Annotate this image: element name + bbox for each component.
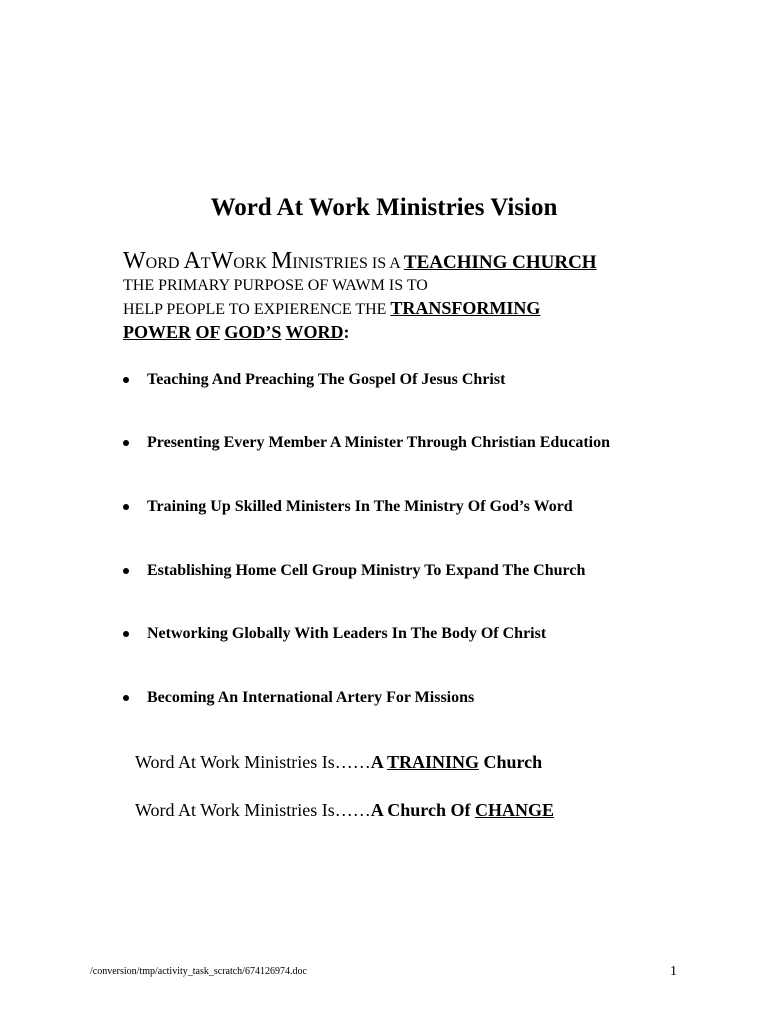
- bullet-icon: [123, 568, 129, 574]
- change-emphasis: CHANGE: [474, 800, 554, 820]
- smallcap-initial: A: [183, 248, 201, 274]
- vision-statement: [123, 248, 723, 343]
- help-people-text: HELP PEOPLE TO EXPIERENCE THE: [123, 301, 391, 318]
- bullet-icon: [123, 631, 129, 637]
- closing-prefix: Word At Work Ministries Is……: [135, 752, 371, 772]
- bullet-icon: [123, 504, 129, 510]
- closing-a: A: [370, 752, 387, 772]
- smallcap-rest: ORD: [145, 255, 184, 272]
- closing-line-training-church: [135, 751, 542, 773]
- list-item-text: Establishing Home Cell Group Ministry To Expand The Church: [147, 562, 586, 579]
- smallcap-initial: M: [271, 248, 293, 274]
- teaching-church-emphasis: TEACHING CHURCH: [403, 252, 597, 273]
- smallcap-rest: ORK: [233, 255, 271, 272]
- smallcap-rest: T: [200, 255, 211, 272]
- word-word: WORD: [285, 322, 344, 342]
- bullet-icon: [123, 440, 129, 446]
- closing-line-church-of-change: [135, 799, 554, 821]
- footer-file-path: /conversion/tmp/activity_task_scratch/674126974.doc: [90, 966, 307, 977]
- intro-line-help-people: [123, 299, 723, 319]
- smallcap-initial: W: [210, 248, 234, 274]
- transforming-emphasis: TRANSFORMING: [390, 298, 541, 318]
- gods-word: GOD’S: [224, 322, 282, 342]
- intro-line-primary-purpose: THE PRIMARY PURPOSE OF WAWM IS TO: [123, 277, 428, 294]
- power-word: POWER: [123, 322, 192, 342]
- of-word: OF: [195, 322, 220, 342]
- closing-a-church-of: A Church Of: [370, 800, 475, 820]
- smallcap-initial: W: [123, 248, 146, 274]
- list-item-text: Teaching And Preaching The Gospel Of Jesus Christ: [147, 371, 506, 388]
- bullet-icon: [123, 377, 129, 383]
- closing-church: Church: [478, 752, 543, 772]
- closing-prefix: Word At Work Ministries Is……: [135, 800, 371, 820]
- intro-line-power-of-gods-word: [123, 321, 723, 343]
- list-item-text: Training Up Skilled Ministers In The Ministry Of God’s Word: [147, 498, 573, 515]
- colon: :: [343, 322, 350, 342]
- bullet-icon: [123, 695, 129, 701]
- smallcap-rest: INISTRIES IS A: [292, 255, 404, 272]
- page-title: Word At Work Ministries Vision: [210, 194, 558, 221]
- list-item-text: Presenting Every Member A Minister Through Christian Education: [147, 434, 610, 451]
- training-emphasis: TRAINING: [386, 752, 479, 772]
- list-item-text: Becoming An International Artery For Missions: [147, 689, 475, 706]
- intro-line-teaching-church: [123, 248, 723, 277]
- list-item-text: Networking Globally With Leaders In The Body Of Christ: [147, 625, 547, 642]
- page-number: 1: [670, 964, 677, 979]
